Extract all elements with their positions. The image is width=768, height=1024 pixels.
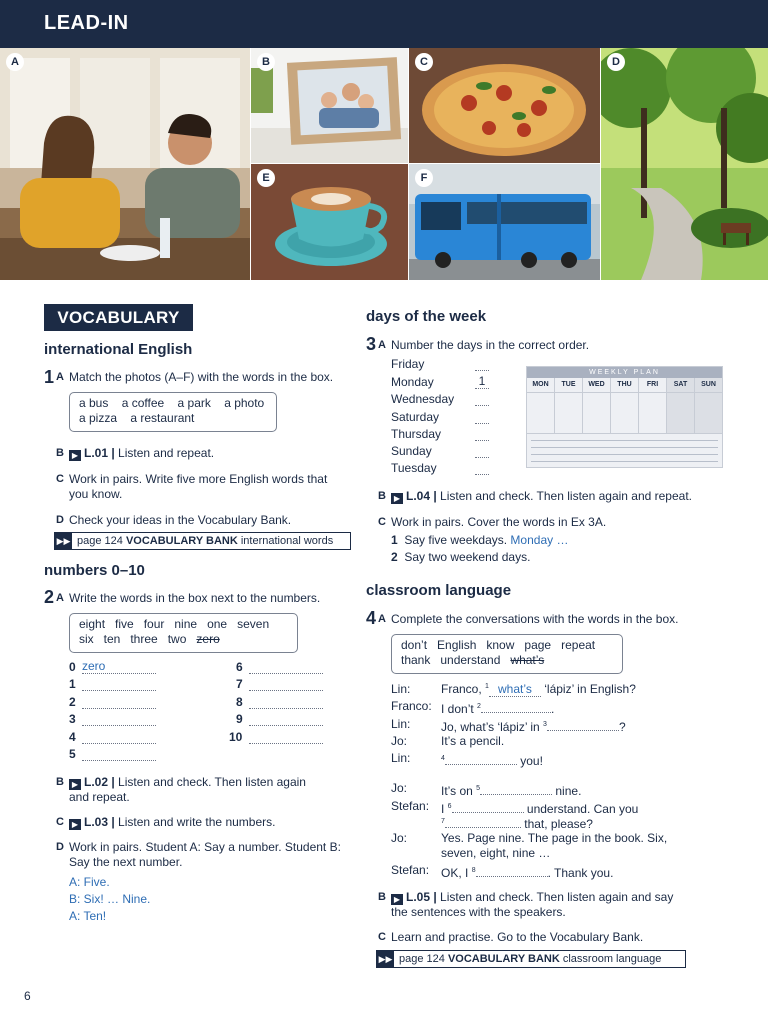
line-text: you! <box>516 754 543 768</box>
header-bar <box>0 0 768 48</box>
gap-answer-8[interactable] <box>476 863 548 877</box>
speaker-label: Lin: <box>391 682 411 696</box>
exercise-3c-letter: C <box>378 516 386 528</box>
exercise-2d-line1: Work in pairs. Student A: Say a number. Student B: <box>69 840 341 854</box>
line-text: that, please? <box>520 817 593 831</box>
audio-code-l05: L.05 <box>406 890 431 904</box>
plan-col-thu: THU <box>611 378 639 392</box>
number-answer-field[interactable] <box>249 676 323 691</box>
exercise-2b-text: Listen and check. Then listen again <box>118 775 306 789</box>
speaker-label: Jo: <box>391 831 408 845</box>
ref-topic: international words <box>240 535 334 547</box>
line-text: Franco, <box>441 682 486 696</box>
day-item: Monday <box>391 375 434 389</box>
day-order-field-monday[interactable]: 1 <box>475 374 489 389</box>
number-answer-field[interactable] <box>82 729 156 744</box>
exercise-2c-instruction: ▶ L.03 | Listen and write the numbers. <box>69 815 275 830</box>
number-answer-field[interactable] <box>82 711 156 726</box>
audio-speaker-icon[interactable]: ▶ <box>69 450 81 461</box>
exercise-2c-text: Listen and write the numbers. <box>118 815 276 829</box>
gap-number: 1 <box>485 683 489 690</box>
exercise-3c-instruction: Work in pairs. Cover the words in Ex 3A. <box>391 515 607 529</box>
number-answer-field[interactable] <box>249 694 323 709</box>
gap-number: 2 <box>477 703 481 710</box>
exercise-1c-line2: you know. <box>69 487 123 501</box>
exercise-2c-letter: C <box>56 816 64 828</box>
word-box-2-struck: zero <box>196 632 220 646</box>
ref-bank: VOCABULARY BANK <box>447 953 560 965</box>
item-number: 1 <box>391 533 398 547</box>
exercise-2a-letter: A <box>56 592 64 604</box>
vocabulary-heading: VOCABULARY <box>44 304 193 331</box>
exercise-3c-item2 <box>391 550 530 565</box>
exercise-number-2: 2 <box>44 587 55 607</box>
conversation-line <box>441 751 543 768</box>
audio-code-l04: L.04 <box>406 489 431 503</box>
photo-badge-f: F <box>415 169 433 187</box>
word-box-1-line2: a pizza a restaurant <box>79 411 195 425</box>
exercise-2a-instruction: Write the words in the box next to the numbers. <box>69 591 321 605</box>
exercise-number-1: 1 <box>44 367 55 387</box>
exercise-3a-letter: A <box>378 339 386 351</box>
gap-answer-6[interactable] <box>452 799 524 813</box>
exercise-2b-line1: ▶ L.02 | Listen and check. Then listen again <box>69 775 306 790</box>
day-order-field[interactable] <box>475 460 489 475</box>
number-label: 0 <box>69 660 76 674</box>
speaker-label: Stefan: <box>391 863 430 877</box>
exercise-1a-letter: A <box>56 371 64 383</box>
day-order-field[interactable] <box>475 443 489 458</box>
line-text: ? <box>618 720 626 734</box>
number-label: 1 <box>69 677 76 691</box>
exercise-2d-letter: D <box>56 841 64 853</box>
ref-bank: VOCABULARY BANK <box>125 535 238 547</box>
number-label: 2 <box>69 695 76 709</box>
number-answer-field[interactable] <box>82 676 156 691</box>
exercise-2b-line2: and repeat. <box>69 790 130 804</box>
photo-badge-a: A <box>6 53 24 71</box>
fast-forward-icon: ▶▶ <box>377 951 394 967</box>
fast-forward-icon: ▶▶ <box>55 533 72 549</box>
gap-answer-5[interactable] <box>480 781 552 795</box>
exercise-4c-letter: C <box>378 931 386 943</box>
gap-answer-7[interactable] <box>445 814 521 828</box>
word-box-4 <box>391 634 623 674</box>
photo-badge-c: C <box>415 53 433 71</box>
gap-number: 7 <box>441 818 445 825</box>
line-text: It’s on <box>441 784 477 798</box>
item-text: Say two weekend days. <box>404 550 531 564</box>
exercise-1b-text: Listen and repeat. <box>118 446 215 460</box>
speaker-label: Lin: <box>391 717 411 731</box>
day-item: Wednesday <box>391 392 455 406</box>
conversation-line <box>441 814 593 831</box>
exercise-1a-instruction: Match the photos (A–F) with the words in the box. <box>69 370 334 384</box>
exercise-1d-instruction: Check your ideas in the Vocabulary Bank. <box>69 513 292 527</box>
gap-answer-1[interactable]: what’s <box>489 682 541 697</box>
gap-answer-4[interactable] <box>445 751 517 765</box>
word-box-1 <box>69 392 277 432</box>
conversation-line <box>441 717 626 734</box>
conversation-line <box>441 682 636 697</box>
conversation-line <box>441 863 613 880</box>
line-text: I <box>441 802 448 816</box>
page-title: LEAD-IN <box>44 12 129 34</box>
gap-number: 4 <box>441 755 445 762</box>
line-text: I don’t <box>441 702 478 716</box>
exercise-number-3: 3 <box>366 334 377 354</box>
photo-frame <box>251 48 408 163</box>
day-item: Sunday <box>391 444 432 458</box>
photo-badge-e: E <box>257 169 275 187</box>
number-answer-field[interactable] <box>82 694 156 709</box>
plan-col-wed: WED <box>583 378 611 392</box>
ref-page: page 124 <box>399 953 445 965</box>
conversation-line: It’s a pencil. <box>441 734 505 748</box>
vocab-bank-link-international[interactable] <box>54 532 351 550</box>
word-box-2-line2: six ten three two <box>79 632 187 646</box>
exercise-2b-letter: B <box>56 776 64 788</box>
subheading-days-of-week: days of the week <box>366 308 487 325</box>
speaker-label: Lin: <box>391 751 411 765</box>
subheading-international-english: international English <box>44 341 193 358</box>
line-text: nine. <box>552 784 582 798</box>
line-text: OK, I <box>441 866 472 880</box>
line-text: . Thank you. <box>547 866 614 880</box>
dialog-line: B: Six! … Nine. <box>69 892 151 906</box>
audio-speaker-icon[interactable]: ▶ <box>69 819 81 830</box>
number-answer-field[interactable] <box>249 729 323 744</box>
exercise-1b-instruction: ▶ L.01 | Listen and repeat. <box>69 446 214 461</box>
subheading-classroom-language: classroom language <box>366 582 512 599</box>
speaker-label: Stefan: <box>391 799 430 813</box>
exercise-3a-instruction: Number the days in the correct order. <box>391 338 590 352</box>
exercise-4a-instruction: Complete the conversations with the words in the box. <box>391 612 679 626</box>
ref-page: page 124 <box>77 535 123 547</box>
vocab-bank-link-classroom[interactable] <box>376 950 686 968</box>
number-answer-field[interactable] <box>82 746 156 761</box>
line-text: Jo, what’s ‘lápiz’ in <box>441 720 544 734</box>
dialog-line: A: Five. <box>69 875 110 889</box>
day-item: Thursday <box>391 427 442 441</box>
number-answer-field-0[interactable] <box>82 659 156 674</box>
day-order-field[interactable] <box>475 426 489 441</box>
number-label: 7 <box>236 677 243 691</box>
item-number: 2 <box>391 550 398 564</box>
item-answer: Monday … <box>510 533 569 547</box>
day-order-field[interactable] <box>475 409 489 424</box>
number-answer-field[interactable] <box>249 711 323 726</box>
audio-speaker-icon[interactable]: ▶ <box>69 779 81 790</box>
number-label: 10 <box>229 730 243 744</box>
number-label: 8 <box>236 695 243 709</box>
number-answer-0: zero <box>82 659 106 673</box>
exercise-1c-line1: Work in pairs. Write five more English words that <box>69 472 328 486</box>
exercise-4b-line2: the sentences with the speakers. <box>391 905 566 919</box>
day-item: Tuesday <box>391 461 437 475</box>
exercise-3b-text: Listen and check. Then listen again and repeat. <box>440 489 692 503</box>
day-order-field[interactable] <box>475 391 489 406</box>
photo-pizza <box>409 48 600 163</box>
exercise-4a-letter: A <box>378 613 386 625</box>
speaker-label: Jo: <box>391 781 408 795</box>
line-text: . <box>550 702 555 716</box>
gap-number: 6 <box>447 803 452 810</box>
number-label: 5 <box>69 747 76 761</box>
number-answer-field[interactable] <box>249 659 323 674</box>
audio-code-l02: L.02 <box>84 775 109 789</box>
word-box-2 <box>69 613 298 653</box>
exercise-4b-letter: B <box>378 891 386 903</box>
photo-badge-b: B <box>257 53 275 71</box>
conversation-line <box>441 699 554 716</box>
exercise-1d-letter: D <box>56 514 64 526</box>
number-label: 4 <box>69 730 76 744</box>
plan-col-sun: SUN <box>695 378 722 392</box>
photo-badge-d: D <box>607 53 625 71</box>
number-label: 9 <box>236 712 243 726</box>
day-order-field[interactable] <box>475 356 489 371</box>
exercise-3b-letter: B <box>378 490 386 502</box>
speaker-label: Franco: <box>391 699 432 713</box>
item-text: Say five weekdays. <box>404 533 508 547</box>
photo-restaurant <box>0 48 250 280</box>
exercise-4b-text: Listen and check. Then listen again and say <box>440 890 674 904</box>
word-box-4-line2: thank understand <box>401 653 501 667</box>
conversation-line: Yes. Page nine. The page in the book. Six, <box>441 831 668 845</box>
plan-col-mon: MON <box>527 378 555 392</box>
exercise-2d-line2: Say the next number. <box>69 855 183 869</box>
word-box-4-line1: don’t English know page repeat <box>401 638 596 652</box>
line-text: understand. Can you <box>523 802 639 816</box>
word-box-1-line1: a bus a coffee a park a photo <box>79 396 265 410</box>
audio-speaker-icon[interactable]: ▶ <box>391 493 403 504</box>
page-number: 6 <box>24 989 31 1003</box>
speaker-label: Jo: <box>391 734 408 748</box>
gap-number: 5 <box>476 785 481 792</box>
weekly-plan-title: WEEKLY PLAN <box>527 367 722 378</box>
exercise-3c-item1 <box>391 533 568 548</box>
photo-bus <box>409 164 600 280</box>
line-text: ‘lápiz’ in English? <box>540 682 636 696</box>
day-item: Saturday <box>391 410 440 424</box>
plan-col-sat: SAT <box>667 378 695 392</box>
gap-answer-3[interactable] <box>547 717 619 731</box>
number-label: 6 <box>236 660 243 674</box>
word-box-2-line1: eight five four nine one seven <box>79 617 270 631</box>
subheading-numbers: numbers 0–10 <box>44 562 145 579</box>
exercise-4c-instruction: Learn and practise. Go to the Vocabulary Bank. <box>391 930 644 944</box>
day-item: Friday <box>391 357 425 371</box>
photo-park <box>601 48 768 280</box>
audio-code-l01: L.01 <box>84 446 109 460</box>
exercise-1b-letter: B <box>56 447 64 459</box>
exercise-1c-letter: C <box>56 473 64 485</box>
word-box-4-struck: what’s <box>510 653 545 667</box>
gap-number: 8 <box>471 867 476 874</box>
exercise-4b-line1: ▶ L.05 | Listen and check. Then listen again and say <box>391 890 673 905</box>
plan-col-fri: FRI <box>639 378 667 392</box>
dialog-line: A: Ten! <box>69 909 107 923</box>
conversation-line: seven, eight, nine … <box>441 846 551 860</box>
exercise-3b-instruction: ▶ L.04 | Listen and check. Then listen again and repeat. <box>391 489 692 504</box>
gap-number: 3 <box>543 721 547 728</box>
number-label: 3 <box>69 712 76 726</box>
conversation-line <box>441 781 581 798</box>
audio-speaker-icon[interactable]: ▶ <box>391 894 403 905</box>
plan-col-tue: TUE <box>555 378 583 392</box>
audio-code-l03: L.03 <box>84 815 109 829</box>
weekly-plan-illustration <box>526 366 723 468</box>
ref-topic: classroom language <box>562 953 662 965</box>
exercise-number-4: 4 <box>366 608 377 628</box>
gap-answer-2[interactable] <box>481 699 551 713</box>
photo-coffee <box>251 164 408 280</box>
